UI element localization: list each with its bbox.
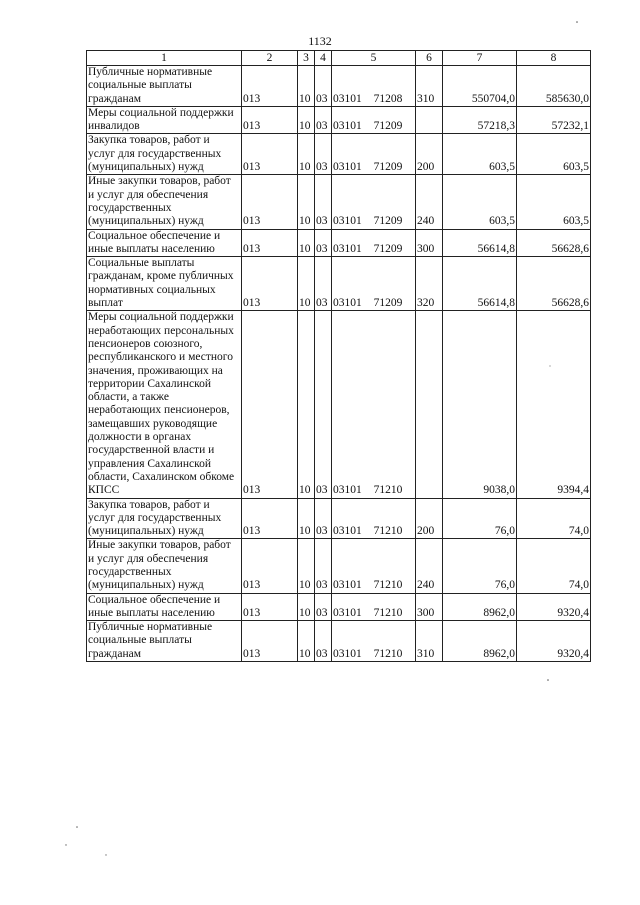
row-amount-2-cell: 57232,1 xyxy=(517,106,591,134)
row-amount-1-cell: 550704,0 xyxy=(443,66,517,107)
row-subsection-cell: 03 xyxy=(315,106,332,134)
row-subsection-cell: 03 xyxy=(315,134,332,175)
row-name-cell: Публичные нормативные социальные выплаты гражданам xyxy=(87,66,242,107)
row-name-cell: Социальное обеспечение и иные выплаты населению xyxy=(87,229,242,257)
row-amount-2-cell: 9394,4 xyxy=(517,311,591,498)
row-expense-type-cell: 310 xyxy=(416,66,443,107)
row-amount-1-cell: 56614,8 xyxy=(443,229,517,257)
row-amount-2-cell: 603,5 xyxy=(517,175,591,229)
row-subsection-cell: 03 xyxy=(315,311,332,498)
budget-table xyxy=(86,50,591,662)
row-subsection-cell: 03 xyxy=(315,175,332,229)
row-section-cell: 10 xyxy=(298,134,315,175)
table-row xyxy=(87,229,591,257)
row-name-cell: Иные закупки товаров, работ и услуг для обеспечения государственных (муниципальных) нужд xyxy=(87,539,242,593)
row-target-item-cell: 03101 71210 xyxy=(332,539,416,593)
row-expense-type-cell: 310 xyxy=(416,621,443,662)
row-amount-2-cell: 603,5 xyxy=(517,134,591,175)
row-expense-type-cell: 240 xyxy=(416,539,443,593)
row-section-cell: 10 xyxy=(298,621,315,662)
row-name-cell: Иные закупки товаров, работ и услуг для обеспечения государственных (муниципальных) нужд xyxy=(87,175,242,229)
row-expense-type-cell: 200 xyxy=(416,498,443,539)
row-amount-2-cell: 56628,6 xyxy=(517,257,591,311)
page-number: 1132 xyxy=(308,34,332,48)
row-admin-code-cell: 013 xyxy=(242,498,298,539)
row-amount-2-cell: 9320,4 xyxy=(517,621,591,662)
row-admin-code-cell: 013 xyxy=(242,257,298,311)
row-amount-1-cell: 8962,0 xyxy=(443,593,517,621)
row-admin-code-cell: 013 xyxy=(242,593,298,621)
column-header: 2 xyxy=(242,51,298,66)
row-name-cell: Закупка товаров, работ и услуг для государственных (муниципальных) нужд xyxy=(87,498,242,539)
row-admin-code-cell: 013 xyxy=(242,66,298,107)
row-amount-1-cell: 603,5 xyxy=(443,175,517,229)
row-target-item-cell: 03101 71210 xyxy=(332,498,416,539)
row-admin-code-cell: 013 xyxy=(242,106,298,134)
row-subsection-cell: 03 xyxy=(315,498,332,539)
row-section-cell: 10 xyxy=(298,106,315,134)
row-name-cell: Социальные выплаты гражданам, кроме публичных нормативных социальных выплат xyxy=(87,257,242,311)
row-expense-type-cell: 300 xyxy=(416,229,443,257)
column-header: 8 xyxy=(517,51,591,66)
row-amount-2-cell: 74,0 xyxy=(517,498,591,539)
row-admin-code-cell: 013 xyxy=(242,134,298,175)
table-row xyxy=(87,498,591,539)
row-amount-1-cell: 8962,0 xyxy=(443,621,517,662)
row-target-item-cell: 03101 71209 xyxy=(332,134,416,175)
row-expense-type-cell: 240 xyxy=(416,175,443,229)
table-row xyxy=(87,175,591,229)
row-expense-type-cell: 300 xyxy=(416,593,443,621)
row-target-item-cell: 03101 71209 xyxy=(332,175,416,229)
row-section-cell: 10 xyxy=(298,311,315,498)
row-admin-code-cell: 013 xyxy=(242,175,298,229)
table-row xyxy=(87,134,591,175)
row-name-cell: Закупка товаров, работ и услуг для государственных (муниципальных) нужд xyxy=(87,134,242,175)
row-expense-type-cell xyxy=(416,311,443,498)
row-section-cell: 10 xyxy=(298,498,315,539)
table-row xyxy=(87,593,591,621)
table-row xyxy=(87,257,591,311)
row-amount-1-cell: 76,0 xyxy=(443,498,517,539)
row-subsection-cell: 03 xyxy=(315,539,332,593)
table-row xyxy=(87,106,591,134)
row-subsection-cell: 03 xyxy=(315,229,332,257)
column-header: 6 xyxy=(416,51,443,66)
row-amount-2-cell: 56628,6 xyxy=(517,229,591,257)
row-expense-type-cell: 320 xyxy=(416,257,443,311)
row-amount-1-cell: 76,0 xyxy=(443,539,517,593)
row-section-cell: 10 xyxy=(298,257,315,311)
row-target-item-cell: 03101 71209 xyxy=(332,229,416,257)
table-row xyxy=(87,66,591,107)
column-header: 4 xyxy=(315,51,332,66)
row-amount-1-cell: 56614,8 xyxy=(443,257,517,311)
row-section-cell: 10 xyxy=(298,593,315,621)
row-target-item-cell: 03101 71210 xyxy=(332,593,416,621)
row-admin-code-cell: 013 xyxy=(242,539,298,593)
column-header: 7 xyxy=(443,51,517,66)
row-section-cell: 10 xyxy=(298,175,315,229)
row-target-item-cell: 03101 71210 xyxy=(332,621,416,662)
row-amount-2-cell: 585630,0 xyxy=(517,66,591,107)
row-amount-1-cell: 57218,3 xyxy=(443,106,517,134)
row-subsection-cell: 03 xyxy=(315,66,332,107)
row-name-cell: Публичные нормативные социальные выплаты гражданам xyxy=(87,621,242,662)
row-section-cell: 10 xyxy=(298,539,315,593)
column-header: 5 xyxy=(332,51,416,66)
row-expense-type-cell xyxy=(416,106,443,134)
row-section-cell: 10 xyxy=(298,66,315,107)
table-row xyxy=(87,311,591,498)
row-admin-code-cell: 013 xyxy=(242,621,298,662)
row-target-item-cell: 03101 71209 xyxy=(332,257,416,311)
table-row xyxy=(87,539,591,593)
column-number-row xyxy=(87,51,591,66)
row-amount-2-cell: 74,0 xyxy=(517,539,591,593)
row-subsection-cell: 03 xyxy=(315,593,332,621)
row-amount-1-cell: 9038,0 xyxy=(443,311,517,498)
row-name-cell: Меры социальной поддержки инвалидов xyxy=(87,106,242,134)
row-name-cell: Меры социальной поддержки неработающих персональных пенсионеров союзного, республиканского и местного значения, проживающих на территории Сахалинской области, а также неработающих пенсионеров, замещавших руководящие должности в органах государственной власти и управления Сахалинской области, Сахалинском обкоме КПСС xyxy=(87,311,242,498)
row-admin-code-cell: 013 xyxy=(242,311,298,498)
table-row xyxy=(87,621,591,662)
row-amount-1-cell: 603,5 xyxy=(443,134,517,175)
row-expense-type-cell: 200 xyxy=(416,134,443,175)
column-header: 1 xyxy=(87,51,242,66)
row-subsection-cell: 03 xyxy=(315,257,332,311)
row-amount-2-cell: 9320,4 xyxy=(517,593,591,621)
row-admin-code-cell: 013 xyxy=(242,229,298,257)
row-target-item-cell: 03101 71208 xyxy=(332,66,416,107)
row-target-item-cell: 03101 71209 xyxy=(332,106,416,134)
row-target-item-cell: 03101 71210 xyxy=(332,311,416,498)
row-name-cell: Социальное обеспечение и иные выплаты населению xyxy=(87,593,242,621)
column-header: 3 xyxy=(298,51,315,66)
row-section-cell: 10 xyxy=(298,229,315,257)
row-subsection-cell: 03 xyxy=(315,621,332,662)
